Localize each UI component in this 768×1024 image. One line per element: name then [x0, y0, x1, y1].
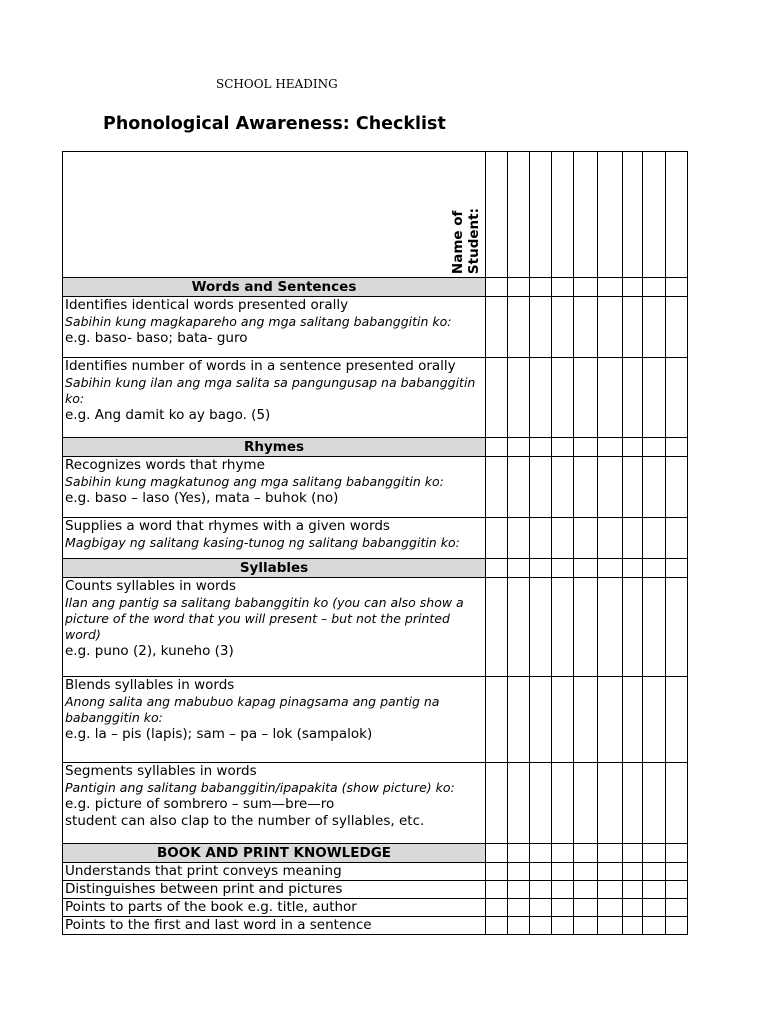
check-cell[interactable]	[598, 899, 623, 917]
check-cell[interactable]	[552, 578, 574, 677]
skill-description: Counts syllables in words	[65, 578, 236, 594]
table-row	[63, 881, 688, 899]
check-cell[interactable]	[530, 457, 552, 518]
table-row	[63, 863, 688, 881]
skill-example: e.g. Ang damit ko ay bago. (5)	[65, 407, 271, 423]
section-heading-syllables: Syllables	[63, 559, 486, 578]
skill-cell	[63, 358, 486, 438]
name-of-student-cell	[63, 152, 486, 278]
check-cell[interactable]	[574, 677, 598, 763]
skill-instruction: Sabihin kung magkapareho ang mga salitang babanggitin ko:	[65, 314, 452, 329]
name-of-student-label: Name of Student:	[450, 207, 482, 274]
skill-cell	[63, 578, 486, 677]
check-cell[interactable]	[623, 518, 643, 559]
skill-instruction: Magbigay ng salitang kasing-tunog ng salitang babanggitin ko:	[65, 535, 460, 550]
table-row	[63, 917, 688, 935]
check-cell[interactable]	[486, 578, 508, 677]
skill-cell	[63, 763, 486, 844]
skill-description: Points to parts of the book e.g. title, author	[63, 899, 486, 917]
check-cell[interactable]	[666, 358, 688, 438]
section-row	[63, 278, 688, 297]
check-cell[interactable]	[666, 297, 688, 358]
check-cell[interactable]	[643, 578, 666, 677]
check-cell[interactable]	[552, 863, 574, 881]
check-cell[interactable]	[623, 899, 643, 917]
check-cell[interactable]	[552, 881, 574, 899]
skill-example-note: student can also clap to the number of syllables, etc.	[65, 813, 425, 829]
skill-instruction: Ilan ang pantig sa salitang babanggitin ko (you can also show a picture of the word that you will present – but not the printed word)	[65, 595, 464, 642]
skill-example: e.g. la – pis (lapis); sam – pa – lok (sampalok)	[65, 726, 373, 742]
check-cell[interactable]	[598, 917, 623, 935]
check-cell[interactable]	[598, 677, 623, 763]
check-cell[interactable]	[530, 881, 552, 899]
check-cell[interactable]	[552, 763, 574, 844]
section-row	[63, 438, 688, 457]
check-cell[interactable]	[508, 677, 530, 763]
check-cell[interactable]	[508, 457, 530, 518]
check-cell[interactable]	[574, 917, 598, 935]
skill-description: Segments syllables in words	[65, 763, 257, 779]
check-cell[interactable]	[623, 863, 643, 881]
check-cell[interactable]	[574, 578, 598, 677]
student-name-cell[interactable]	[643, 152, 666, 278]
skill-cell	[63, 297, 486, 358]
section-heading-words-and-sentences: Words and Sentences	[63, 278, 486, 297]
check-cell[interactable]	[508, 881, 530, 899]
section-heading-book-and-print: BOOK AND PRINT KNOWLEDGE	[63, 844, 486, 863]
check-cell[interactable]	[574, 763, 598, 844]
check-cell[interactable]	[552, 358, 574, 438]
skill-description: Understands that print conveys meaning	[63, 863, 486, 881]
skill-description: Identifies number of words in a sentence presented orally	[65, 358, 456, 374]
check-cell[interactable]	[530, 518, 552, 559]
check-cell[interactable]	[623, 763, 643, 844]
check-cell[interactable]	[598, 358, 623, 438]
check-cell[interactable]	[530, 763, 552, 844]
checklist-table	[62, 151, 688, 935]
check-cell[interactable]	[623, 297, 643, 358]
skill-description: Distinguishes between print and pictures	[63, 881, 486, 899]
check-cell[interactable]	[574, 518, 598, 559]
check-cell[interactable]	[666, 899, 688, 917]
check-cell[interactable]	[666, 917, 688, 935]
check-cell[interactable]	[643, 297, 666, 358]
check-cell[interactable]	[623, 457, 643, 518]
check-cell[interactable]	[643, 677, 666, 763]
check-cell[interactable]	[666, 518, 688, 559]
student-name-cell[interactable]	[623, 152, 643, 278]
check-cell[interactable]	[623, 917, 643, 935]
student-name-cell[interactable]	[508, 152, 530, 278]
student-name-cell[interactable]	[552, 152, 574, 278]
skill-example: e.g. baso- baso; bata- guro	[65, 330, 248, 346]
check-cell[interactable]	[574, 881, 598, 899]
check-cell[interactable]	[486, 917, 508, 935]
skill-instruction: Sabihin kung ilan ang mga salita sa pangungusap na babanggitin ko:	[65, 375, 476, 406]
table-row	[63, 763, 688, 844]
check-cell[interactable]	[623, 677, 643, 763]
table-row	[63, 358, 688, 438]
skill-cell	[63, 518, 486, 559]
check-cell[interactable]	[552, 677, 574, 763]
check-cell[interactable]	[623, 881, 643, 899]
skill-cell	[63, 457, 486, 518]
table-row	[63, 677, 688, 763]
check-cell[interactable]	[598, 763, 623, 844]
check-cell[interactable]	[574, 358, 598, 438]
student-name-cell[interactable]	[486, 152, 508, 278]
skill-description: Points to the first and last word in a sentence	[63, 917, 486, 935]
check-cell[interactable]	[643, 518, 666, 559]
skill-example: e.g. picture of sombrero – sum—bre—ro	[65, 796, 335, 812]
section-row	[63, 559, 688, 578]
check-cell[interactable]	[530, 899, 552, 917]
check-cell[interactable]	[508, 863, 530, 881]
check-cell[interactable]	[530, 677, 552, 763]
check-cell[interactable]	[486, 358, 508, 438]
check-cell[interactable]	[666, 863, 688, 881]
table-row	[63, 578, 688, 677]
check-cell[interactable]	[643, 863, 666, 881]
check-cell[interactable]	[666, 881, 688, 899]
section-heading-rhymes: Rhymes	[63, 438, 486, 457]
skill-description: Identifies identical words presented orally	[65, 297, 349, 313]
check-cell[interactable]	[666, 457, 688, 518]
check-cell[interactable]	[486, 899, 508, 917]
check-cell[interactable]	[486, 881, 508, 899]
check-cell[interactable]	[486, 457, 508, 518]
check-cell[interactable]	[508, 518, 530, 559]
table-row	[63, 297, 688, 358]
check-cell[interactable]	[643, 881, 666, 899]
skill-instruction: Anong salita ang mabubuo kapag pinagsama ang pantig na babanggitin ko:	[65, 694, 440, 725]
check-cell[interactable]	[574, 899, 598, 917]
check-cell[interactable]	[574, 863, 598, 881]
check-cell[interactable]	[643, 457, 666, 518]
check-cell[interactable]	[508, 917, 530, 935]
check-cell[interactable]	[666, 763, 688, 844]
check-cell[interactable]	[643, 899, 666, 917]
check-cell[interactable]	[508, 358, 530, 438]
table-row	[63, 518, 688, 559]
school-heading: SCHOOL HEADING	[216, 77, 338, 91]
check-cell[interactable]	[486, 763, 508, 844]
check-cell[interactable]	[598, 297, 623, 358]
check-cell[interactable]	[598, 881, 623, 899]
skill-cell	[63, 677, 486, 763]
check-cell[interactable]	[643, 358, 666, 438]
student-name-cell[interactable]	[530, 152, 552, 278]
skill-example: e.g. baso – laso (Yes), mata – buhok (no)	[65, 490, 339, 506]
check-cell[interactable]	[486, 863, 508, 881]
check-cell[interactable]	[530, 863, 552, 881]
check-cell[interactable]	[552, 917, 574, 935]
check-cell[interactable]	[508, 297, 530, 358]
check-cell[interactable]	[666, 677, 688, 763]
check-cell[interactable]	[552, 899, 574, 917]
document-title: Phonological Awareness: Checklist	[103, 114, 446, 134]
check-cell[interactable]	[530, 578, 552, 677]
check-cell[interactable]	[508, 899, 530, 917]
skill-description: Supplies a word that rhymes with a given words	[65, 518, 390, 534]
check-cell[interactable]	[486, 518, 508, 559]
skill-description: Recognizes words that rhyme	[65, 457, 265, 473]
check-cell[interactable]	[508, 763, 530, 844]
skill-description: Blends syllables in words	[65, 677, 235, 693]
check-cell[interactable]	[623, 358, 643, 438]
table-row	[63, 457, 688, 518]
check-cell[interactable]	[623, 578, 643, 677]
check-cell[interactable]	[598, 518, 623, 559]
skill-instruction: Pantigin ang salitang babanggitin/ipapakita (show picture) ko:	[65, 780, 455, 795]
check-cell[interactable]	[486, 677, 508, 763]
check-cell[interactable]	[552, 457, 574, 518]
check-cell[interactable]	[552, 518, 574, 559]
section-row	[63, 844, 688, 863]
check-cell[interactable]	[598, 863, 623, 881]
skill-example: e.g. puno (2), kuneho (3)	[65, 643, 234, 659]
check-cell[interactable]	[530, 917, 552, 935]
check-cell[interactable]	[574, 297, 598, 358]
check-cell[interactable]	[666, 578, 688, 677]
check-cell[interactable]	[530, 358, 552, 438]
student-name-cell[interactable]	[666, 152, 688, 278]
table-row	[63, 899, 688, 917]
check-cell[interactable]	[598, 457, 623, 518]
check-cell[interactable]	[643, 917, 666, 935]
check-cell[interactable]	[486, 297, 508, 358]
check-cell[interactable]	[508, 578, 530, 677]
student-name-cell[interactable]	[574, 152, 598, 278]
student-name-cell[interactable]	[598, 152, 623, 278]
check-cell[interactable]	[598, 578, 623, 677]
skill-instruction: Sabihin kung magkatunog ang mga salitang babanggitin ko:	[65, 474, 444, 489]
check-cell[interactable]	[552, 297, 574, 358]
check-cell[interactable]	[530, 297, 552, 358]
check-cell[interactable]	[643, 763, 666, 844]
header-row	[63, 152, 688, 278]
check-cell[interactable]	[574, 457, 598, 518]
